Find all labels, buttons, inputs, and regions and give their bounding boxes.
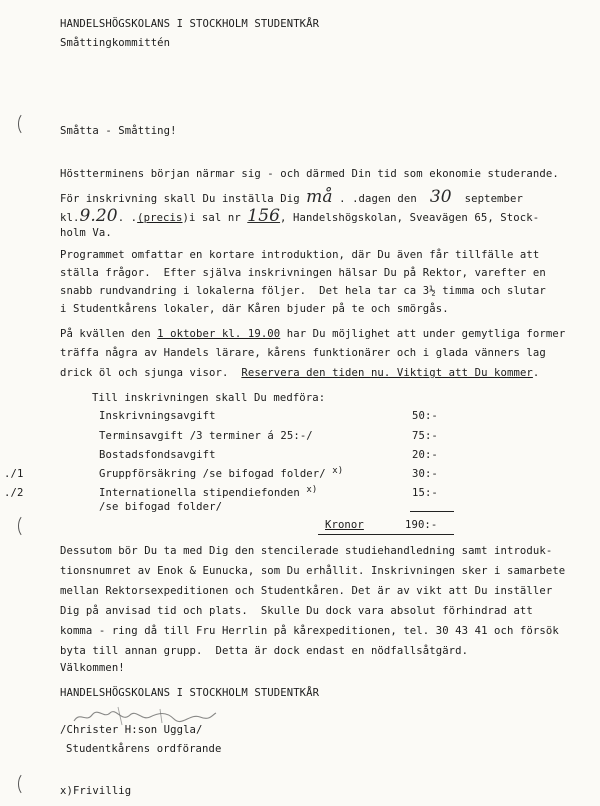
punch-hole-mark (18, 112, 34, 136)
evening-line-1 (60, 327, 565, 341)
enroll-text: För inskrivning skall Du inställa Dig (60, 193, 300, 205)
evening-text: har Du möjlighet att under gemytliga former (280, 328, 566, 340)
optional-mark: x) (306, 485, 318, 495)
footer-title: Studentkårens ordförande (66, 743, 222, 755)
enroll-text: september (464, 193, 523, 205)
total-amount: 190:- (405, 519, 438, 531)
total-rule (318, 534, 454, 535)
enroll-text: . . (117, 212, 138, 224)
margin-note: ./2 (4, 487, 24, 499)
evening-text: . (532, 367, 540, 379)
total-label (325, 518, 364, 532)
fees-heading: Till inskrivningen skall Du medföra: (92, 392, 326, 404)
fee-amount: 50:- (412, 410, 438, 422)
fee-label: Inskrivningsavgift (99, 410, 216, 422)
total-label-text: Kronor (325, 519, 364, 531)
evening-text: På kvällen den (60, 328, 158, 340)
header-org: HANDELSHÖGSKOLANS I STOCKHOLM STUDENTKÅR (60, 18, 320, 30)
program-line: i Studentkårens lokaler, där Kåren bjuder på te och smörgås. (60, 303, 449, 315)
program-line: ställa frågor. Efter själva inskrivningen hälsar Du på Rektor, varefter en (60, 267, 546, 279)
punch-hole-mark (18, 772, 34, 796)
precis-underlined: (precis (137, 212, 183, 224)
handwritten-date: 30 (429, 187, 452, 207)
evening-date-underlined: 1 oktober kl. 19.00 (157, 328, 281, 340)
enroll-text: . .dagen den (339, 193, 417, 205)
closing-line: mellan Rektorsexpeditionen och Studentkåren. Det är av vikt att Du inställer (60, 585, 553, 597)
fee-label (99, 467, 343, 482)
handwritten-day: må (306, 187, 333, 207)
reserve-underlined: Reservera den tiden nu. Viktigt att Du kommer (241, 367, 533, 379)
fee-amount: 75:- (412, 430, 438, 442)
closing-line: Dig på anvisad tid och plats. Skulle Du dock vara absolut förhindrad att (60, 605, 533, 617)
closing-line: byta till annan grupp. Detta är dock endast en nödfallsåtgärd. (60, 645, 469, 657)
footer-org: HANDELSHÖGSKOLANS I STOCKHOLM STUDENTKÅR (60, 687, 320, 699)
enroll-text: kl. (60, 212, 80, 224)
closing-line: Dessutom bör Du ta med Dig den stencilerade studiehandledning samt introduk- (60, 545, 553, 557)
closing-line: komma - ring då till Fru Herrlin på kårexpeditionen, tel. 30 43 41 och försök (60, 625, 559, 637)
footer-name: /Christer H:son Uggla/ (60, 724, 203, 736)
closing-line: tionsnumret av Enok & Eunucka, som Du erhållit. Inskrivningen sker i samarbete (60, 565, 566, 577)
margin-note: ./1 (4, 468, 24, 480)
fee-amount: 15:- (412, 487, 438, 499)
evening-line-3 (60, 366, 539, 380)
enroll-text: )i sal nr (182, 212, 241, 224)
fee-label (99, 486, 317, 501)
fee-label-cont: /se bifogad folder/ (99, 501, 223, 513)
greeting: Småtta - Småtting! (60, 125, 177, 137)
fee-label: Bostadsfondsavgift (99, 449, 216, 461)
fee-label: Terminsavgift /3 terminer á 25:-/ (99, 430, 313, 442)
evening-line-2: träffa några av Handels lärare, kårens funktionärer och i glada vänners lag (60, 347, 546, 359)
handwritten-time: 9.20 (79, 206, 118, 226)
total-rule (410, 511, 454, 512)
fee-amount: 20:- (412, 449, 438, 461)
program-line: Programmet omfattar en kortare introduktion, där Du även får tillfälle att (60, 249, 540, 261)
enroll-line-1 (60, 187, 523, 207)
welcome: Välkommen! (60, 662, 125, 674)
header-committee: Småttingkommittén (60, 37, 171, 49)
optional-mark: x) (332, 466, 344, 476)
fee-amount: 30:- (412, 468, 438, 480)
footnote: x)Frivillig (60, 785, 132, 797)
intro-text: Höstterminens början närmar sig - och därmed Din tid som ekonomie studerande. (60, 168, 559, 180)
program-line: snabb rundvandring i lokalerna följer. Det hela tar ca 3½ timma och slutar (60, 285, 546, 297)
fee-label-text: Internationella stipendiefonden (99, 487, 300, 499)
enroll-line-2 (60, 206, 540, 226)
handwritten-room: 156 (247, 206, 281, 226)
fee-label-text: Gruppförsäkring /se bifogad folder/ (99, 468, 326, 480)
enroll-line-3: holm Va. (60, 227, 112, 239)
evening-text: drick öl och sjunga visor. (60, 367, 242, 379)
punch-hole-mark (18, 514, 34, 538)
enroll-text: , Handelshögskolan, Sveavägen 65, Stock- (280, 212, 540, 224)
